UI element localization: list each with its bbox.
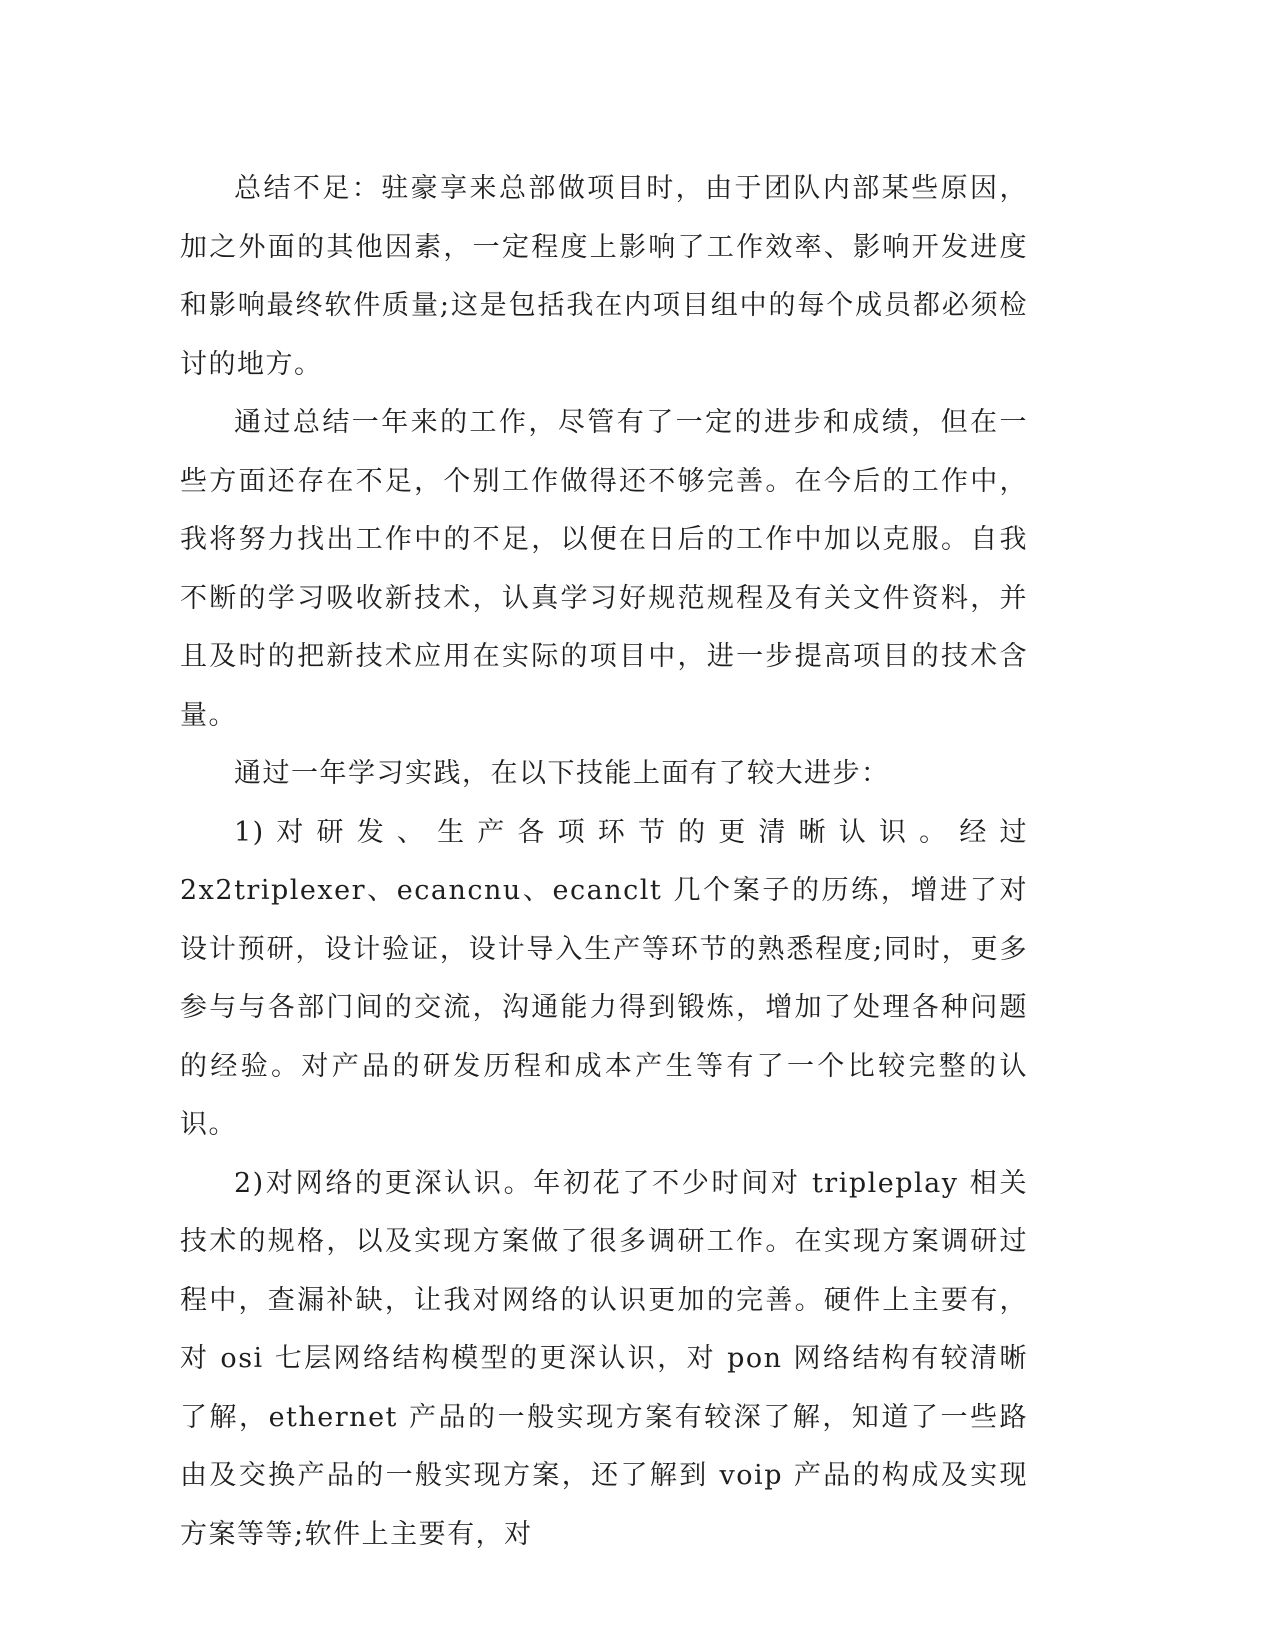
paragraph-item-2: 2)对网络的更深认识。年初花了不少时间对 tripleplay 相关技术的规格，以及实现方案做了很多调研工作。在实现方案调研过程中，查漏补缺，让我对网络的认识更加的完善。硬件上主要有，对 osi 七层网络结构模型的更深认识，对 pon 网络结构有较清晰了解，ethernet 产品的一般实现方案有较深了解，知道了一些路由及交换产品的一般实现方案，还了解到 voip 产品的构成及实现方案等等;软件上主要有，对 [180,1167,1028,1550]
paragraph-progress-intro: 通过一年学习实践，在以下技能上面有了较大进步： [234,758,890,789]
paragraph-item-1: 1)对研发、生产各项环节的更清晰认识。经过 2x2triplexer、ecancnu、ecanclt 几个案子的历练，增进了对设计预研，设计验证，设计导入生产等环节的熟悉程度;同时，更多参与与各部门间的交流，沟通能力得到锻炼，增加了处理各种问题的经验。对产品的研发历程和成本产生等有了一个比较完整的认识。 [180,816,1028,1140]
document-body [180,160,1028,1564]
paragraph-shortcomings: 总结不足：驻豪享来总部做项目时，由于团队内部某些原因，加之外面的其他因素，一定程度上影响了工作效率、影响开发进度和影响最终软件质量;这是包括我在内项目组中的每个成员都必须检讨的地方。 [180,173,1028,380]
paragraph-year-summary: 通过总结一年来的工作，尽管有了一定的进步和成绩，但在一些方面还存在不足，个别工作做得还不够完善。在今后的工作中，我将努力找出工作中的不足，以便在日后的工作中加以克服。自我不断的学习吸收新技术，认真学习好规范规程及有关文件资料，并且及时的把新技术应用在实际的项目中，进一步提高项目的技术含量。 [180,407,1028,731]
